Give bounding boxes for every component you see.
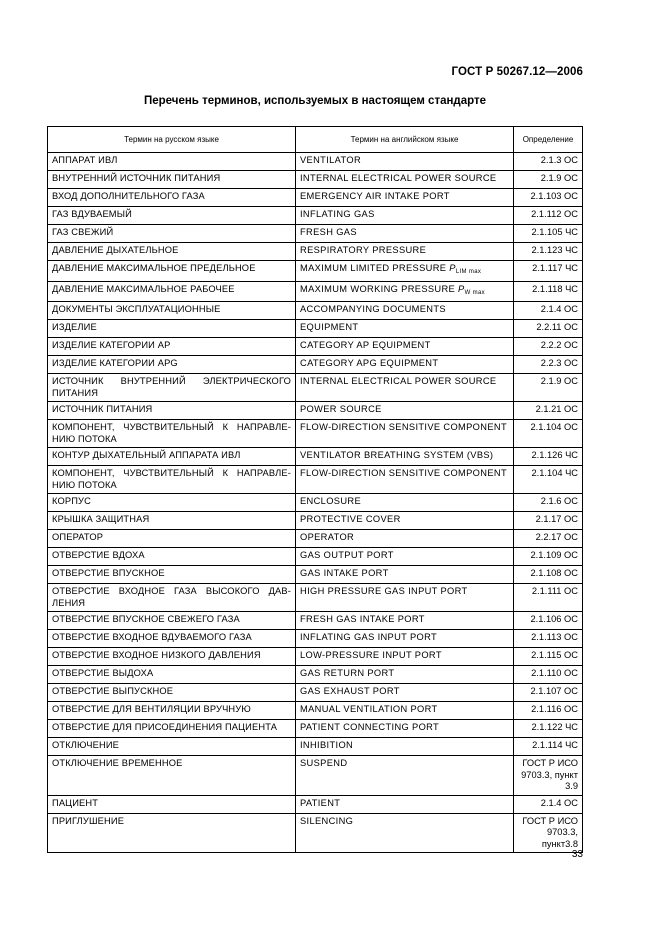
term-english — [296, 420, 514, 448]
table-row — [48, 171, 583, 189]
term-english — [296, 320, 514, 338]
term-russian: ОТВЕРСТИЕ ДЛЯ ПРИСОЕДИНЕНИЯ ПАЦИЕНТА — [48, 720, 296, 738]
term-english-text: CATEGORY AP EQUIPMENT — [300, 340, 431, 350]
term-english-text: SUSPEND — [300, 758, 348, 768]
term-russian: ОТВЕРСТИЕ ВХОДНОЕ ВДУВАЕМОГО ГАЗА — [48, 630, 296, 648]
term-english-text: PATIENT CONNECTING PORT — [300, 722, 440, 732]
term-definition-ref: 2.1.104 ОС — [514, 420, 583, 448]
term-definition-ref: 2.2.11 ОС — [514, 320, 583, 338]
table-row — [48, 153, 583, 171]
pressure-symbol: P — [458, 283, 465, 294]
term-russian: ОТВЕРСТИЕ ВХОДНОЕ НИЗКОГО ДАВЛЕНИЯ — [48, 648, 296, 666]
term-russian: АППАРАТ ИВЛ — [48, 153, 296, 171]
term-english-text: INFLATING GAS — [300, 209, 375, 219]
column-header-definition: Определение — [514, 127, 583, 153]
term-english — [296, 374, 514, 402]
table-row — [48, 207, 583, 225]
term-english — [296, 684, 514, 702]
term-english — [296, 720, 514, 738]
term-english — [296, 630, 514, 648]
term-definition-ref: 2.1.9 ОС — [514, 374, 583, 402]
term-definition-ref: 2.1.4 ОС — [514, 795, 583, 813]
term-russian: ОТВЕРСТИЕ ДЛЯ ВЕНТИЛЯЦИИ ВРУЧНУЮ — [48, 702, 296, 720]
standard-code: ГОСТ Р 50267.12—2006 — [451, 66, 583, 78]
term-english — [296, 702, 514, 720]
term-russian: ОТВЕРСТИЕ ВПУСКНОЕ — [48, 566, 296, 584]
column-header-english: Термин на английском языке — [296, 127, 514, 153]
term-definition-ref: 2.1.107 ОС — [514, 684, 583, 702]
term-definition-ref: 2.1.104 ЧС — [514, 466, 583, 494]
term-definition-ref: 2.1.17 ОС — [514, 512, 583, 530]
term-english — [296, 612, 514, 630]
term-english-text: EQUIPMENT — [300, 322, 359, 332]
term-russian: ВХОД ДОПОЛНИТЕЛЬНОГО ГАЗА — [48, 189, 296, 207]
pressure-symbol-subscript: W max — [464, 289, 486, 296]
table-row — [48, 795, 583, 813]
table-header-row — [48, 127, 583, 153]
table-row — [48, 666, 583, 684]
term-definition-ref: 2.1.114 ЧС — [514, 738, 583, 756]
table-row — [48, 548, 583, 566]
table-row — [48, 756, 583, 796]
term-russian: ИЗДЕЛИЕ КАТЕГОРИИ AP — [48, 338, 296, 356]
term-english — [296, 548, 514, 566]
term-definition-ref: 2.2.3 ОС — [514, 356, 583, 374]
term-definition-ref: 2.1.112 ОС — [514, 207, 583, 225]
term-english — [296, 281, 514, 302]
pressure-symbol-subscript: LIM max — [455, 269, 482, 275]
term-definition-ref: 2.1.111 ОС — [514, 584, 583, 612]
term-english-text: GAS EXHAUST PORT — [300, 686, 400, 696]
term-russian: ГАЗ СВЕЖИЙ — [48, 225, 296, 243]
term-definition-ref: 2.1.9 ОС — [514, 171, 583, 189]
page-number: 33 — [571, 849, 583, 860]
table-row — [48, 612, 583, 630]
term-english — [296, 795, 514, 813]
term-english-text: INTERNAL ELECTRICAL POWER SOURCE — [300, 376, 497, 386]
term-english — [296, 512, 514, 530]
term-english-text: PROTECTIVE COVER — [300, 514, 401, 524]
table-row — [48, 225, 583, 243]
table-row — [48, 702, 583, 720]
term-english — [296, 738, 514, 756]
table-row — [48, 466, 583, 494]
column-header-russian: Термин на русском языке — [48, 127, 296, 153]
term-english — [296, 207, 514, 225]
term-english-text: RESPIRATORY PRESSURE — [300, 245, 427, 255]
term-definition-ref: 2.1.6 ОС — [514, 494, 583, 512]
term-english-text: MANUAL VENTILATION PORT — [300, 704, 438, 714]
term-english-text: GAS INTAKE PORT — [300, 568, 389, 578]
term-english — [296, 530, 514, 548]
term-english — [296, 302, 514, 320]
term-english — [296, 338, 514, 356]
table-row — [48, 448, 583, 466]
term-english-text: MAXIMUM WORKING PRESSURE — [300, 283, 456, 294]
term-english — [296, 171, 514, 189]
term-russian: ВНУТРЕННИЙ ИСТОЧНИК ПИТАНИЯ — [48, 171, 296, 189]
term-russian: ОТКЛЮЧЕНИЕ — [48, 738, 296, 756]
term-english-text: EMERGENCY AIR INTAKE PORT — [300, 191, 450, 201]
table-row — [48, 320, 583, 338]
term-definition-ref: 2.1.108 ОС — [514, 566, 583, 584]
term-russian: КОМПОНЕНТ, ЧУВСТВИТЕЛЬНЫЙ К НАПРАВЛЕ-НИЮ ПОТОКА — [48, 420, 296, 448]
table-row — [48, 302, 583, 320]
term-russian: КРЫШКА ЗАЩИТНАЯ — [48, 512, 296, 530]
table-row — [48, 281, 583, 302]
term-english-text: ACCOMPANYING DOCUMENTS — [300, 304, 446, 314]
terms-table-body — [48, 153, 583, 853]
table-row — [48, 494, 583, 512]
term-english — [296, 666, 514, 684]
term-russian: ОТВЕРСТИЕ ВПУСКНОЕ СВЕЖЕГО ГАЗА — [48, 612, 296, 630]
table-row — [48, 738, 583, 756]
term-english-text: GAS OUTPUT PORT — [300, 550, 394, 560]
term-definition-ref: 2.1.113 ОС — [514, 630, 583, 648]
term-english — [296, 448, 514, 466]
table-row — [48, 630, 583, 648]
term-english-text: FLOW-DIRECTION SENSITIVE COMPONENT — [300, 468, 507, 478]
term-definition-ref: 2.1.116 ОС — [514, 702, 583, 720]
term-english-text: FLOW-DIRECTION SENSITIVE COMPONENT — [300, 422, 507, 432]
table-row — [48, 684, 583, 702]
table-row — [48, 261, 583, 282]
term-english — [296, 225, 514, 243]
table-row — [48, 530, 583, 548]
term-definition-ref: 2.1.115 ОС — [514, 648, 583, 666]
table-row — [48, 584, 583, 612]
term-russian: ОТВЕРСТИЕ ВДОХА — [48, 548, 296, 566]
table-row — [48, 356, 583, 374]
term-english-text: HIGH PRESSURE GAS INPUT PORT — [300, 586, 468, 596]
term-russian: ПРИГЛУШЕНИЕ — [48, 813, 296, 853]
terms-table — [47, 126, 583, 853]
term-english-text: INTERNAL ELECTRICAL POWER SOURCE — [300, 173, 497, 183]
term-english-text: VENTILATOR — [300, 155, 362, 165]
term-english — [296, 813, 514, 853]
term-definition-ref: 2.1.109 ОС — [514, 548, 583, 566]
term-definition-ref: 2.1.4 ОС — [514, 302, 583, 320]
table-row — [48, 189, 583, 207]
pressure-symbol: P — [449, 263, 456, 273]
term-definition-ref: ГОСТ Р ИСО 9703.3, пункт 3.9 — [514, 756, 583, 796]
table-row — [48, 402, 583, 420]
term-definition-ref: 2.1.21 ОС — [514, 402, 583, 420]
term-english — [296, 466, 514, 494]
term-english-text: OPERATOR — [300, 532, 355, 542]
term-definition-ref: 2.1.110 ОС — [514, 666, 583, 684]
term-definition-ref: ГОСТ Р ИСО 9703.3, пункт3.8 — [514, 813, 583, 853]
term-english — [296, 402, 514, 420]
term-english — [296, 356, 514, 374]
term-definition-ref: 2.1.123 ЧС — [514, 243, 583, 261]
term-russian: ДАВЛЕНИЕ МАКСИМАЛЬНОЕ ПРЕДЕЛЬНОЕ — [48, 261, 296, 282]
term-definition-ref: 2.1.126 ЧС — [514, 448, 583, 466]
term-definition-ref: 2.1.117 ЧС — [514, 261, 583, 282]
table-row — [48, 813, 583, 853]
term-russian: КОНТУР ДЫХАТЕЛЬНЫЙ АППАРАТА ИВЛ — [48, 448, 296, 466]
table-row — [48, 374, 583, 402]
term-english-text: FRESH GAS — [300, 227, 357, 237]
term-russian: ОТВЕРСТИЕ ВХОДНОЕ ГАЗА ВЫСОКОГО ДАВ-ЛЕНИЯ — [48, 584, 296, 612]
term-english — [296, 153, 514, 171]
table-row — [48, 420, 583, 448]
term-definition-ref: 2.1.105 ЧС — [514, 225, 583, 243]
term-english-text: MAXIMUM LIMITED PRESSURE — [300, 263, 447, 273]
term-english — [296, 584, 514, 612]
term-definition-ref: 2.1.106 ОС — [514, 612, 583, 630]
term-english — [296, 566, 514, 584]
term-russian: ОТВЕРСТИЕ ВЫПУСКНОЕ — [48, 684, 296, 702]
term-english — [296, 261, 514, 282]
term-english-text: POWER SOURCE — [300, 404, 382, 414]
term-english — [296, 756, 514, 796]
term-english-text: VENTILATOR BREATHING SYSTEM (VBS) — [300, 450, 494, 460]
term-russian: ДАВЛЕНИЕ ДЫХАТЕЛЬНОЕ — [48, 243, 296, 261]
term-russian: ОТКЛЮЧЕНИЕ ВРЕМЕННОЕ — [48, 756, 296, 796]
term-english-text: CATEGORY APG EQUIPMENT — [300, 358, 439, 368]
term-definition-ref: 2.1.118 ЧС — [514, 281, 583, 302]
term-english — [296, 243, 514, 261]
term-english — [296, 648, 514, 666]
term-russian: ИЗДЕЛИЕ КАТЕГОРИИ APG — [48, 356, 296, 374]
term-russian: ДОКУМЕНТЫ ЭКСПЛУАТАЦИОННЫЕ — [48, 302, 296, 320]
term-russian: ПАЦИЕНТ — [48, 795, 296, 813]
table-row — [48, 720, 583, 738]
term-english-text: ENCLOSURE — [300, 496, 362, 506]
term-russian: ИСТОЧНИК ВНУТРЕННИЙ ЭЛЕКТРИЧЕСКОГО ПИТАНИЯ — [48, 374, 296, 402]
term-english-text: FRESH GAS INTAKE PORT — [300, 614, 425, 624]
term-russian: ИСТОЧНИК ПИТАНИЯ — [48, 402, 296, 420]
term-russian: ГАЗ ВДУВАЕМЫЙ — [48, 207, 296, 225]
term-definition-ref: 2.1.122 ЧС — [514, 720, 583, 738]
term-english-text: GAS RETURN PORT — [300, 668, 395, 678]
term-english-text: LOW-PRESSURE INPUT PORT — [300, 650, 442, 660]
table-row — [48, 648, 583, 666]
term-english — [296, 189, 514, 207]
term-russian: ДАВЛЕНИЕ МАКСИМАЛЬНОЕ РАБОЧЕЕ — [48, 281, 296, 302]
term-english — [296, 494, 514, 512]
term-english-text: INHIBITION — [300, 740, 354, 750]
term-russian: КОРПУС — [48, 494, 296, 512]
term-definition-ref: 2.1.103 ОС — [514, 189, 583, 207]
term-russian: ОТВЕРСТИЕ ВЫДОХА — [48, 666, 296, 684]
term-russian: ИЗДЕЛИЕ — [48, 320, 296, 338]
term-english-text: PATIENT — [300, 797, 341, 808]
term-english-text: SILENCING — [300, 815, 354, 826]
term-english-text: INFLATING GAS INPUT PORT — [300, 632, 438, 642]
term-russian: КОМПОНЕНТ, ЧУВСТВИТЕЛЬНЫЙ К НАПРАВЛЕ-НИЮ ПОТОКА — [48, 466, 296, 494]
page-title: Перечень терминов, используемых в настоящем стандарте — [143, 95, 487, 107]
table-row — [48, 338, 583, 356]
term-definition-ref: 2.2.2 ОС — [514, 338, 583, 356]
table-row — [48, 512, 583, 530]
table-row — [48, 566, 583, 584]
term-definition-ref: 2.2.17 ОС — [514, 530, 583, 548]
table-row — [48, 243, 583, 261]
term-russian: ОПЕРАТОР — [48, 530, 296, 548]
term-definition-ref: 2.1.3 ОС — [514, 153, 583, 171]
